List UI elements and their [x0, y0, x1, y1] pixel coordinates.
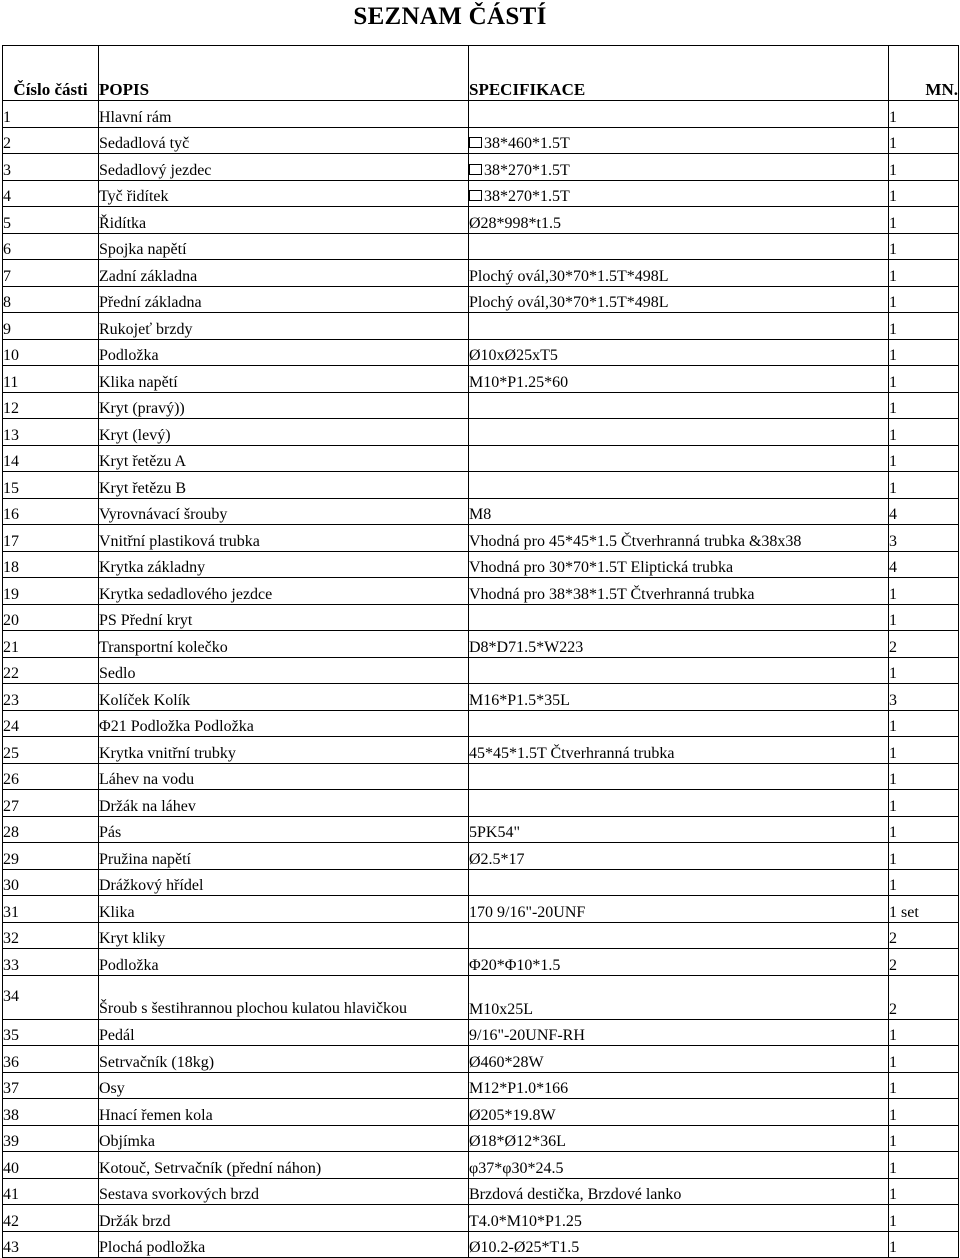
quantity-cell: 1: [889, 843, 959, 870]
table-row: [3, 1019, 959, 1046]
specification-cell: [469, 101, 889, 128]
quantity-cell: 1: [889, 816, 959, 843]
specification-cell: Ø10xØ25xT5: [469, 339, 889, 366]
specification-cell: φ37*φ30*24.5: [469, 1152, 889, 1179]
part-number-cell: 20: [3, 604, 99, 631]
part-number-cell: 24: [3, 710, 99, 737]
specification-cell: [469, 392, 889, 419]
specification-cell: Plochý ovál,30*70*1.5T*498L: [469, 286, 889, 313]
description-cell: Pružina napětí: [99, 843, 469, 870]
part-number-cell: 37: [3, 1072, 99, 1099]
page-title: SEZNAM ČÁSTÍ: [353, 3, 547, 30]
table-row: [3, 1125, 959, 1152]
description-cell: Krytka vnitřní trubky: [99, 737, 469, 764]
quantity-cell: 2: [889, 922, 959, 949]
quantity-cell: 1: [889, 710, 959, 737]
quantity-cell: 1: [889, 366, 959, 393]
table-row: [3, 869, 959, 896]
specification-cell: T4.0*M10*P1.25: [469, 1205, 889, 1232]
quantity-cell: 1: [889, 1231, 959, 1258]
specification-cell: D8*D71.5*W223: [469, 631, 889, 658]
table-row: [3, 816, 959, 843]
table-row: [3, 525, 959, 552]
description-cell: Kryt řetězu A: [99, 445, 469, 472]
specification-cell: [469, 604, 889, 631]
table-row: [3, 207, 959, 234]
quantity-cell: 1: [889, 737, 959, 764]
table-row: [3, 763, 959, 790]
part-number-cell: 28: [3, 816, 99, 843]
square-tube-icon: [469, 164, 482, 175]
description-cell: Podložka: [99, 949, 469, 976]
specification-cell: [469, 154, 889, 181]
part-number-cell: 23: [3, 684, 99, 711]
description-cell: Rukojeť brzdy: [99, 313, 469, 340]
description-cell: Šroub s šestihrannou plochou kulatou hlavičkou: [99, 975, 469, 1019]
part-number-cell: 30: [3, 869, 99, 896]
specification-cell: Vhodná pro 45*45*1.5 Čtverhranná trubka &38x38: [469, 525, 889, 552]
part-number-cell: 18: [3, 551, 99, 578]
table-row: [3, 710, 959, 737]
part-number-cell: 10: [3, 339, 99, 366]
quantity-cell: 1: [889, 313, 959, 340]
quantity-cell: 1 set: [889, 896, 959, 923]
quantity-cell: 1: [889, 207, 959, 234]
table-row: [3, 498, 959, 525]
quantity-cell: 1: [889, 763, 959, 790]
table-row: [3, 154, 959, 181]
description-cell: Transportní kolečko: [99, 631, 469, 658]
part-number-cell: 13: [3, 419, 99, 446]
quantity-cell: 4: [889, 551, 959, 578]
table-row: [3, 1099, 959, 1126]
part-number-cell: 14: [3, 445, 99, 472]
quantity-cell: 1: [889, 392, 959, 419]
quantity-cell: 1: [889, 445, 959, 472]
specification-cell: [469, 922, 889, 949]
header-specification: SPECIFIKACE: [469, 46, 889, 101]
specification-cell: [469, 180, 889, 207]
description-cell: Krytka sedadlového jezdce: [99, 578, 469, 605]
description-cell: Řidítka: [99, 207, 469, 234]
table-row: [3, 949, 959, 976]
description-cell: PS Přední kryt: [99, 604, 469, 631]
table-row: [3, 1152, 959, 1179]
table-row: [3, 1046, 959, 1073]
part-number-cell: 42: [3, 1205, 99, 1232]
table-row: [3, 260, 959, 287]
description-cell: Setrvačník (18kg): [99, 1046, 469, 1073]
part-number-cell: 8: [3, 286, 99, 313]
quantity-cell: 1: [889, 790, 959, 817]
table-body: [3, 101, 959, 1258]
description-cell: Drážkový hřídel: [99, 869, 469, 896]
quantity-cell: 1: [889, 657, 959, 684]
specification-cell: [469, 710, 889, 737]
table-row: [3, 180, 959, 207]
specification-cell: 45*45*1.5T Čtverhranná trubka: [469, 737, 889, 764]
quantity-cell: 1: [889, 1046, 959, 1073]
description-cell: Pás: [99, 816, 469, 843]
specification-cell: 170 9/16"-20UNF: [469, 896, 889, 923]
table-row: [3, 233, 959, 260]
description-cell: Vnitřní plastiková trubka: [99, 525, 469, 552]
quantity-cell: 1: [889, 286, 959, 313]
spec-text: 38*270*1.5T: [484, 188, 570, 205]
quantity-cell: 1: [889, 180, 959, 207]
table-row: [3, 604, 959, 631]
description-cell: Sestava svorkových brzd: [99, 1178, 469, 1205]
description-cell: Sedadlová tyč: [99, 127, 469, 154]
description-cell: Hnací řemen kola: [99, 1099, 469, 1126]
specification-cell: Φ20*Φ10*1.5: [469, 949, 889, 976]
description-cell: Klika: [99, 896, 469, 923]
table-row: [3, 392, 959, 419]
description-cell: Kryt (levý): [99, 419, 469, 446]
quantity-cell: 1: [889, 154, 959, 181]
table-row: [3, 896, 959, 923]
part-number-cell: 39: [3, 1125, 99, 1152]
description-cell: Pedál: [99, 1019, 469, 1046]
part-number-cell: 17: [3, 525, 99, 552]
parts-table: [2, 45, 959, 1258]
part-number-cell: 40: [3, 1152, 99, 1179]
specification-cell: Ø460*28W: [469, 1046, 889, 1073]
part-number-cell: 41: [3, 1178, 99, 1205]
description-cell: Kotouč, Setrvačník (přední náhon): [99, 1152, 469, 1179]
specification-cell: Vhodná pro 30*70*1.5T Eliptická trubka: [469, 551, 889, 578]
specification-cell: [469, 869, 889, 896]
description-cell: Přední základna: [99, 286, 469, 313]
part-number-cell: 15: [3, 472, 99, 499]
quantity-cell: 1: [889, 604, 959, 631]
part-number-cell: 2: [3, 127, 99, 154]
quantity-cell: 3: [889, 525, 959, 552]
part-number-cell: 7: [3, 260, 99, 287]
specification-cell: [469, 445, 889, 472]
header-part-number: Číslo části: [3, 46, 99, 101]
part-number-cell: 36: [3, 1046, 99, 1073]
table-header-row: [3, 46, 959, 101]
description-cell: Osy: [99, 1072, 469, 1099]
specification-cell: M16*P1.5*35L: [469, 684, 889, 711]
specification-cell: 9/16"-20UNF-RH: [469, 1019, 889, 1046]
table-row: [3, 975, 959, 1019]
specification-cell: M10*P1.25*60: [469, 366, 889, 393]
quantity-cell: 1: [889, 1019, 959, 1046]
specification-cell: Ø28*998*t1.5: [469, 207, 889, 234]
table-row: [3, 1072, 959, 1099]
part-number-cell: 4: [3, 180, 99, 207]
description-cell: Plochá podložka: [99, 1231, 469, 1258]
part-number-cell: 16: [3, 498, 99, 525]
part-number-cell: 26: [3, 763, 99, 790]
quantity-cell: 1: [889, 472, 959, 499]
quantity-cell: 1: [889, 578, 959, 605]
quantity-cell: 2: [889, 631, 959, 658]
specification-cell: Ø2.5*17: [469, 843, 889, 870]
part-number-cell: 1: [3, 101, 99, 128]
description-cell: Φ21 Podložka Podložka: [99, 710, 469, 737]
description-cell: Hlavní rám: [99, 101, 469, 128]
quantity-cell: 2: [889, 975, 959, 1019]
quantity-cell: 1: [889, 1125, 959, 1152]
specification-cell: [469, 419, 889, 446]
table-row: [3, 101, 959, 128]
part-number-cell: 3: [3, 154, 99, 181]
table-row: [3, 1231, 959, 1258]
description-cell: Zadní základna: [99, 260, 469, 287]
part-number-cell: 19: [3, 578, 99, 605]
table-row: [3, 551, 959, 578]
specification-cell: Ø10.2-Ø25*T1.5: [469, 1231, 889, 1258]
description-cell: Podložka: [99, 339, 469, 366]
part-number-cell: 21: [3, 631, 99, 658]
spec-text: 38*270*1.5T: [484, 161, 570, 179]
specification-cell: 5PK54": [469, 816, 889, 843]
specification-cell: [469, 657, 889, 684]
quantity-cell: 1: [889, 127, 959, 154]
part-number-cell: 29: [3, 843, 99, 870]
quantity-cell: 1: [889, 233, 959, 260]
table-row: [3, 313, 959, 340]
part-number-cell: 34: [3, 975, 99, 1019]
table-row: [3, 657, 959, 684]
spec-text: 38*460*1.5T: [484, 135, 570, 152]
part-number-cell: 22: [3, 657, 99, 684]
part-number-cell: 6: [3, 233, 99, 260]
table-row: [3, 631, 959, 658]
specification-cell: M8: [469, 498, 889, 525]
specification-cell: M10x25L: [469, 975, 889, 1019]
description-cell: Kryt (pravý)): [99, 392, 469, 419]
description-cell: Vyrovnávací šrouby: [99, 498, 469, 525]
table-row: [3, 737, 959, 764]
table-row: [3, 472, 959, 499]
table-row: [3, 843, 959, 870]
square-tube-icon: [469, 137, 482, 148]
quantity-cell: 1: [889, 1072, 959, 1099]
table-row: [3, 366, 959, 393]
table-row: [3, 922, 959, 949]
description-cell: Spojka napětí: [99, 233, 469, 260]
table-row: [3, 1205, 959, 1232]
table-row: [3, 286, 959, 313]
description-cell: Držák brzd: [99, 1205, 469, 1232]
quantity-cell: 1: [889, 419, 959, 446]
header-quantity: MN.: [889, 46, 959, 101]
specification-cell: Plochý ovál,30*70*1.5T*498L: [469, 260, 889, 287]
description-cell: Láhev na vodu: [99, 763, 469, 790]
part-number-cell: 9: [3, 313, 99, 340]
quantity-cell: 4: [889, 498, 959, 525]
part-number-cell: 31: [3, 896, 99, 923]
specification-cell: Ø18*Ø12*36L: [469, 1125, 889, 1152]
quantity-cell: 1: [889, 1152, 959, 1179]
description-cell: Krytka základny: [99, 551, 469, 578]
description-cell: Kolíček Kolík: [99, 684, 469, 711]
description-cell: Držák na láhev: [99, 790, 469, 817]
table-row: [3, 684, 959, 711]
description-cell: Klika napětí: [99, 366, 469, 393]
specification-cell: [469, 763, 889, 790]
specification-cell: [469, 790, 889, 817]
specification-cell: Vhodná pro 38*38*1.5T Čtverhranná trubka: [469, 578, 889, 605]
specification-cell: [469, 233, 889, 260]
table-row: [3, 445, 959, 472]
table-row: [3, 578, 959, 605]
description-cell: Kryt kliky: [99, 922, 469, 949]
quantity-cell: 3: [889, 684, 959, 711]
table-row: [3, 419, 959, 446]
specification-cell: M12*P1.0*166: [469, 1072, 889, 1099]
description-cell: Objímka: [99, 1125, 469, 1152]
table-row: [3, 1178, 959, 1205]
part-number-cell: 11: [3, 366, 99, 393]
part-number-cell: 5: [3, 207, 99, 234]
specification-cell: [469, 472, 889, 499]
part-number-cell: 27: [3, 790, 99, 817]
quantity-cell: 1: [889, 1205, 959, 1232]
part-number-cell: 32: [3, 922, 99, 949]
table-row: [3, 339, 959, 366]
description-cell: Sedadlový jezdec: [99, 154, 469, 181]
description-cell: Kryt řetězu B: [99, 472, 469, 499]
specification-cell: [469, 313, 889, 340]
quantity-cell: 1: [889, 260, 959, 287]
quantity-cell: 1: [889, 101, 959, 128]
table-row: [3, 127, 959, 154]
quantity-cell: 1: [889, 869, 959, 896]
header-description: POPIS: [99, 46, 469, 101]
specification-cell: Ø205*19.8W: [469, 1099, 889, 1126]
description-cell: Tyč řidítek: [99, 180, 469, 207]
part-number-cell: 12: [3, 392, 99, 419]
description-cell: Sedlo: [99, 657, 469, 684]
quantity-cell: 2: [889, 949, 959, 976]
part-number-cell: 38: [3, 1099, 99, 1126]
quantity-cell: 1: [889, 1178, 959, 1205]
part-number-cell: 25: [3, 737, 99, 764]
part-number-cell: 35: [3, 1019, 99, 1046]
square-tube-icon: [469, 190, 482, 201]
quantity-cell: 1: [889, 339, 959, 366]
specification-cell: Brzdová destička, Brzdové lanko: [469, 1178, 889, 1205]
quantity-cell: 1: [889, 1099, 959, 1126]
part-number-cell: 43: [3, 1231, 99, 1258]
specification-cell: [469, 127, 889, 154]
table-row: [3, 790, 959, 817]
part-number-cell: 33: [3, 949, 99, 976]
